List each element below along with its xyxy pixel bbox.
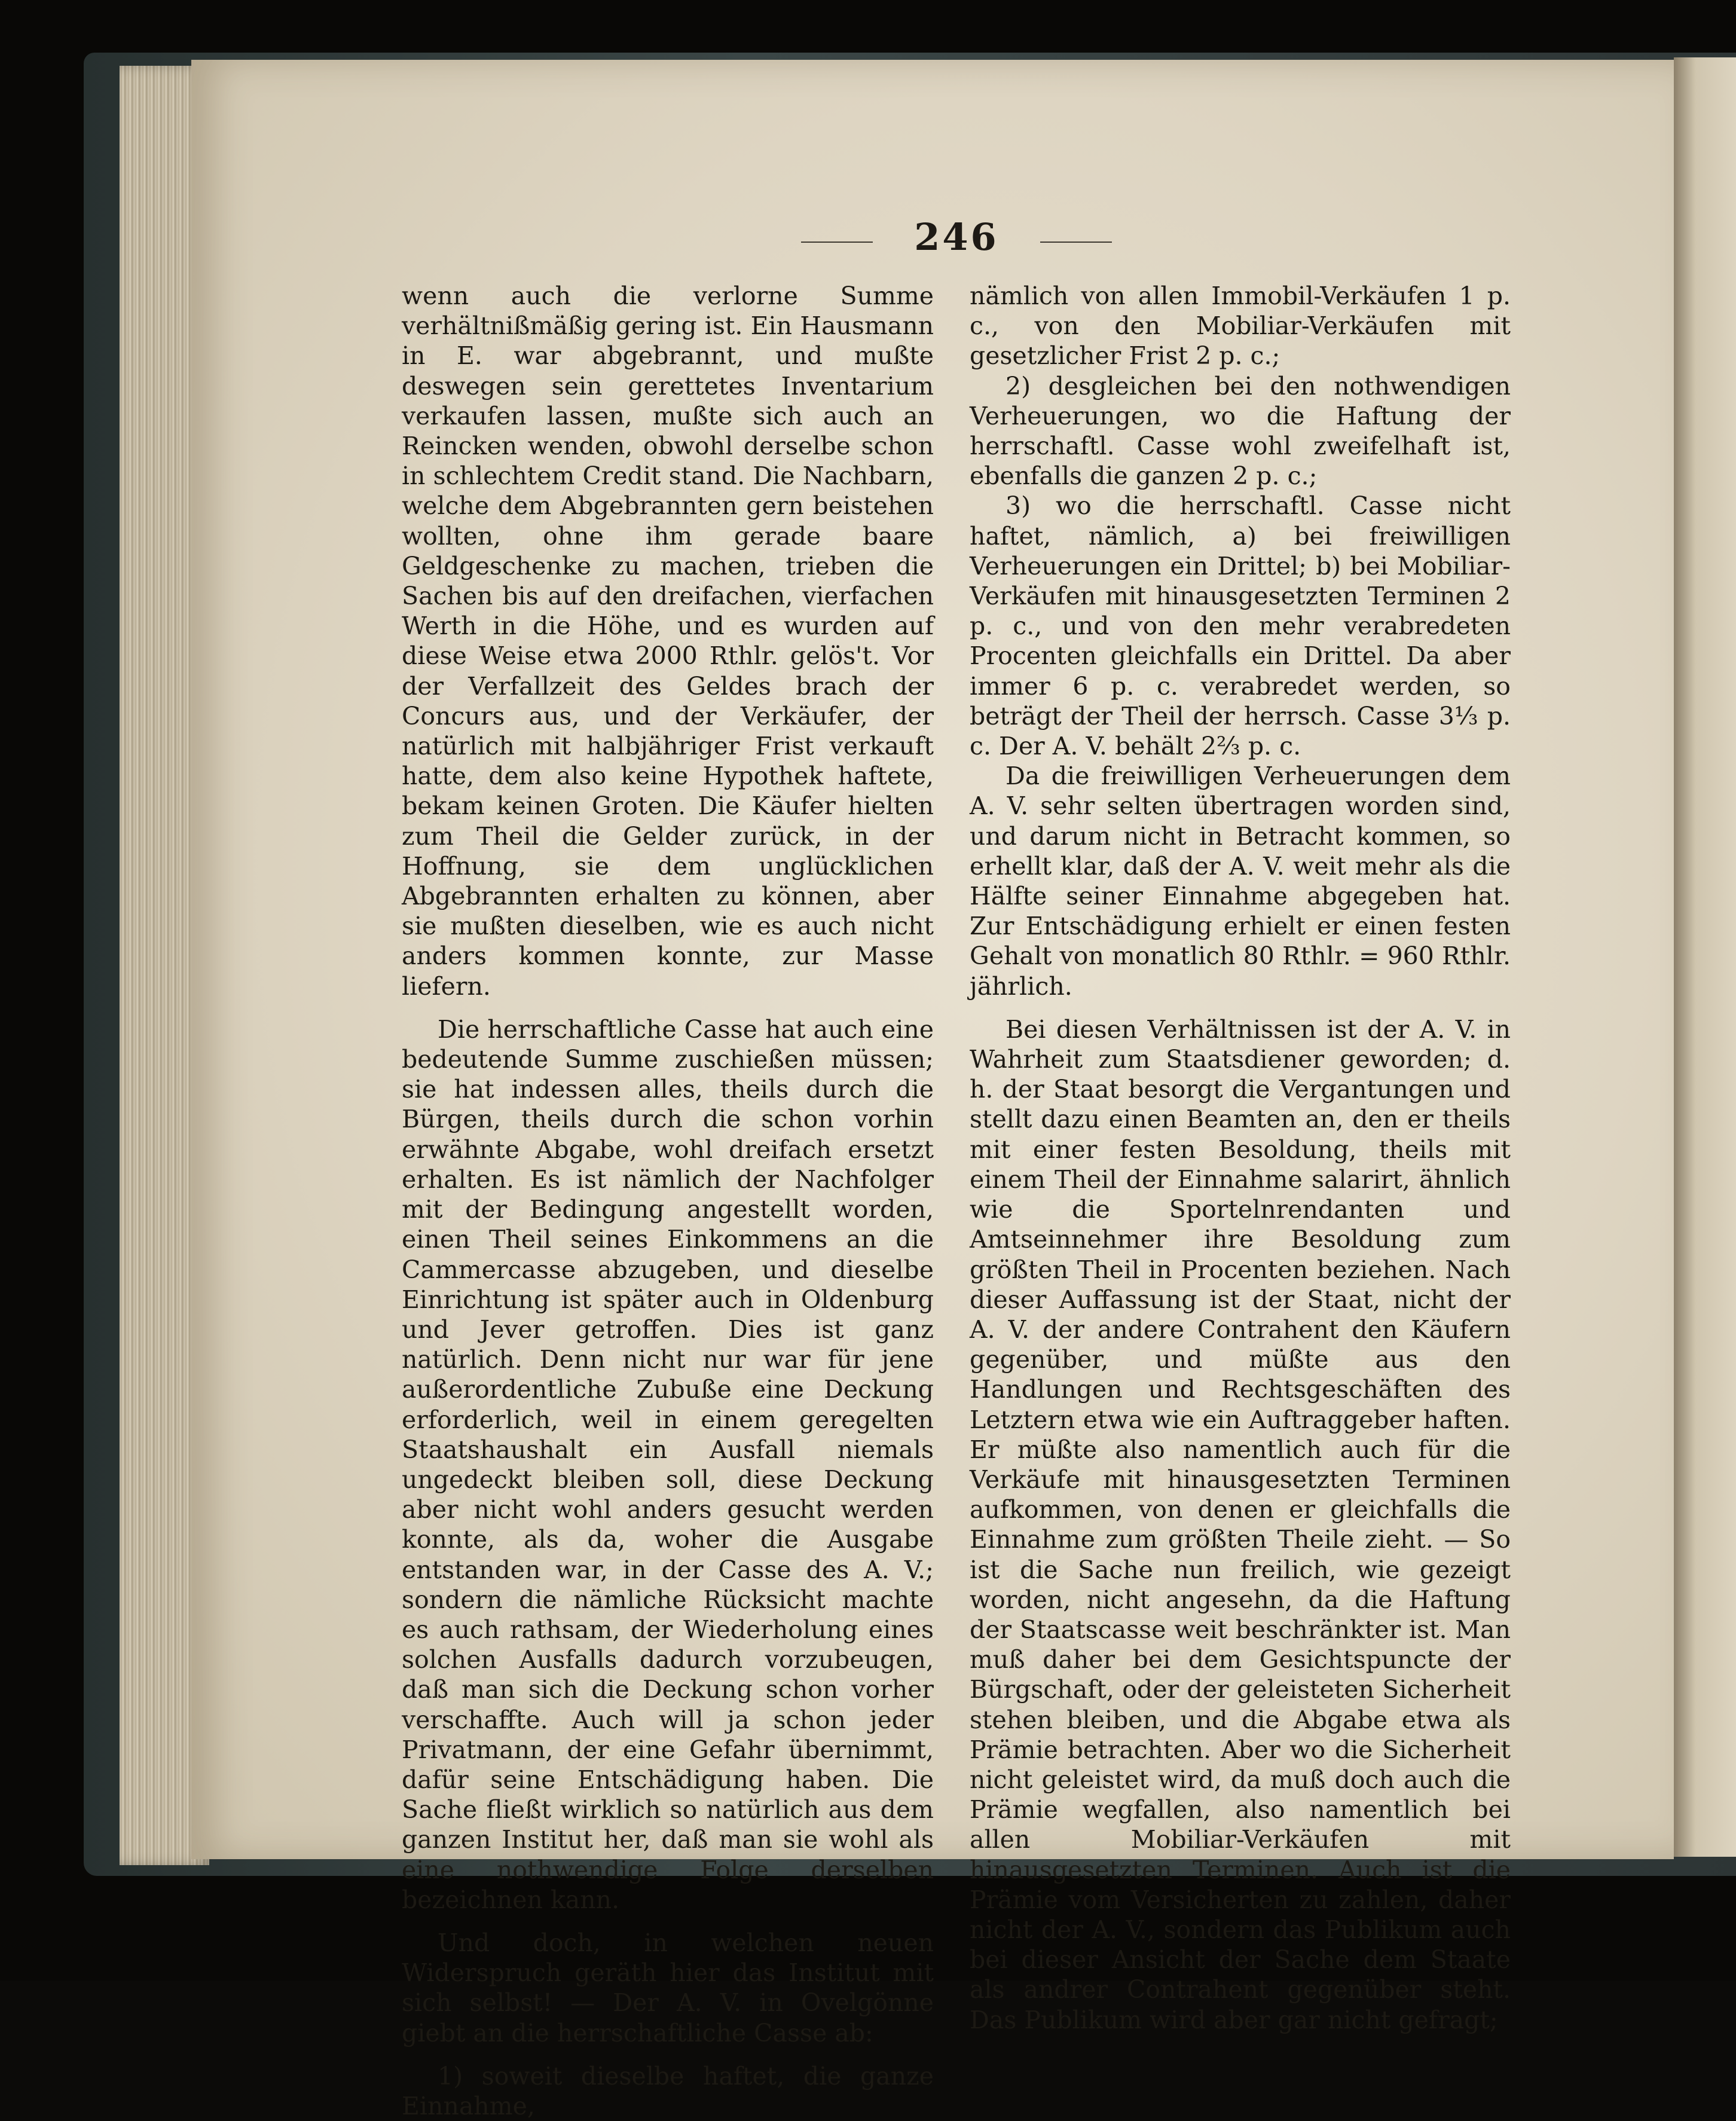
paragraph: Da die freiwilligen Verheuerungen dem A. V. sehr selten übertragen worden sind, und darum nicht in Betracht kommen, so erhellt klar, daß der A. V. weit mehr als die Hälfte seiner Einnahme abgegeben hat. Zur Entschädigung erhielt er einen festen Gehalt von monatlich 80 Rthlr. = 960 Rthlr. jährlich. — [970, 762, 1511, 1001]
header-rule-left — [801, 242, 873, 243]
paragraph: nämlich von allen Immobil-Verkäufen 1 p. c., von den Mobiliar-Verkäufen mit gesetzlicher Frist 2 p. c.; — [970, 282, 1511, 371]
paragraph: wenn auch die verlorne Summe verhältnißmäßig gering ist. Ein Hausmann in E. war abgebrannt, und mußte deswegen sein gerettetes Inventarium verkaufen lassen, mußte sich auch an Reincken wenden, obwohl derselbe schon in schlechtem Credit stand. Die Nachbarn, welche dem Abgebrannten gern beistehen wollten, ohne ihm gerade baare Geldgeschenke zu machen, trieben die Sachen bis auf den dreifachen, vierfachen Werth in die Höhe, und es wurden auf diese Weise etwa 2000 Rthlr. gelös't. Vor der Verfallzeit des Geldes brach der Concurs aus, und der Verkäufer, der natürlich mit halbjähriger Frist verkauft hatte, dem also keine Hypothek haftete, bekam keinen Groten. Die Käufer hielten zum Theil die Gelder zurück, in der Hoffnung, sie dem unglücklichen Abgebrannten erhalten zu können, aber sie mußten dieselben, wie es auch nicht anders kommen konnte, zur Masse liefern. — [402, 282, 934, 1001]
paragraph: 2) desgleichen bei den nothwendigen Verheuerungen, wo die Haftung der herrschaftl. Casse wohl zweifelhaft ist, ebenfalls die ganzen 2 p. c.; — [970, 371, 1511, 491]
page-number: 246 — [914, 215, 999, 259]
paragraph: Die herrschaftliche Casse hat auch eine bedeutende Summe zuschießen müssen; sie hat indessen alles, theils durch die Bürgen, theils durch die schon vorhin erwähnte Abgabe, wohl dreifach ersetzt erhalten. Es ist nämlich der Nachfolger mit der Bedingung angestellt worden, einen Theil seines Einkommens an die Cammercasse abzugeben, und dieselbe Einrichtung ist später auch in Oldenburg und Jever getroffen. Dies ist ganz natürlich. Denn nicht nur war für jene außerordentliche Zubuße eine Deckung erforderlich, weil in einem geregelten Staatshaushalt ein Ausfall niemals ungedeckt bleiben soll, diese Deckung aber nicht wohl anders gesucht werden konnte, als da, woher die Ausgabe entstanden war, in der Casse des A. V.; sondern die nämliche Rücksicht machte es auch rathsam, der Wiederholung eines solchen Ausfalls dadurch vorzubeugen, daß man sich die Deckung schon vorher verschaffte. Auch will ja schon jeder Privatmann, der eine Gefahr übernimmt, dafür seine Entschädigung haben. Die Sache fließt wirklich so natürlich aus dem ganzen Institut her, daß man sie wohl als eine nothwendige Folge derselben bezeichnen kann. — [402, 1014, 934, 1914]
paragraph: 1) soweit dieselbe haftet, die ganze Einnahme, — [402, 2061, 934, 2120]
left-text-column — [402, 281, 934, 2121]
paragraph: Bei diesen Verhältnissen ist der A. V. in Wahrheit zum Staatsdiener geworden; d. h. der Staat besorgt die Vergantungen und stellt dazu einen Beamten an, den er theils mit einer festen Besoldung, theils mit einem Theil der Einnahme salarirt, ähnlich wie die Sportelnrendanten und Amtseinnehmer ihre Besoldung zum größten Theil in Procenten beziehen. Nach dieser Auffassung ist der Staat, nicht der A. V. der andere Contrahent den Käufern gegenüber, und müßte aus den Handlungen und Rechtsgeschäften des Letztern etwa wie ein Auftraggeber haften. Er müßte also namentlich auch für die Verkäufe mit hinausgesetzten Terminen aufkommen, von denen er gleichfalls die Einnahme zum größten Theile zieht. — So ist die Sache nun freilich, wie gezeigt worden, nicht angesehn, da die Haftung der Staatscasse weit beschränkter ist. Man muß daher bei dem Gesichtspuncte der Bürgschaft, oder der geleisteten Sicherheit stehen bleiben, und die Abgabe etwa als Prämie betrachten. Aber wo die Sicherheit nicht geleistet wird, da muß doch auch die Prämie wegfallen, also namentlich bei allen Mobiliar-Verkäufen mit hinausgesetzten Terminen. Auch ist die Prämie vom Versicherten zu zahlen, daher nicht der A. V., sondern das Publikum auch bei dieser Ansicht der Sache dem Staate als andrer Contrahent gegenüber steht. Das Publikum wird aber gar nicht gefragt; — [970, 1014, 1511, 2034]
right-text-column — [970, 281, 1511, 2035]
facing-page-edge — [1674, 57, 1736, 1857]
paragraph: 3) wo die herrschaftl. Casse nicht haftet, nämlich, a) bei freiwilligen Verheuerungen ein Drittel; b) bei Mobiliar-Verkäufen mit hinausgesetzten Terminen 2 p. c., und von den mehr verabredeten Procenten gleichfalls ein Drittel. Da aber immer 6 p. c. verabredet werden, so beträgt der Theil der herrsch. Casse 3⅓ p. c. Der A. V. behält 2⅔ p. c. — [970, 491, 1511, 761]
header-rule-right — [1040, 242, 1112, 243]
paragraph: Und doch, in welchen neuen Widerspruch geräth hier das Institut mit sich selbst! — Der A. V. in Ovelgönne giebt an die herrschaftliche Casse ab: — [402, 1928, 934, 2047]
